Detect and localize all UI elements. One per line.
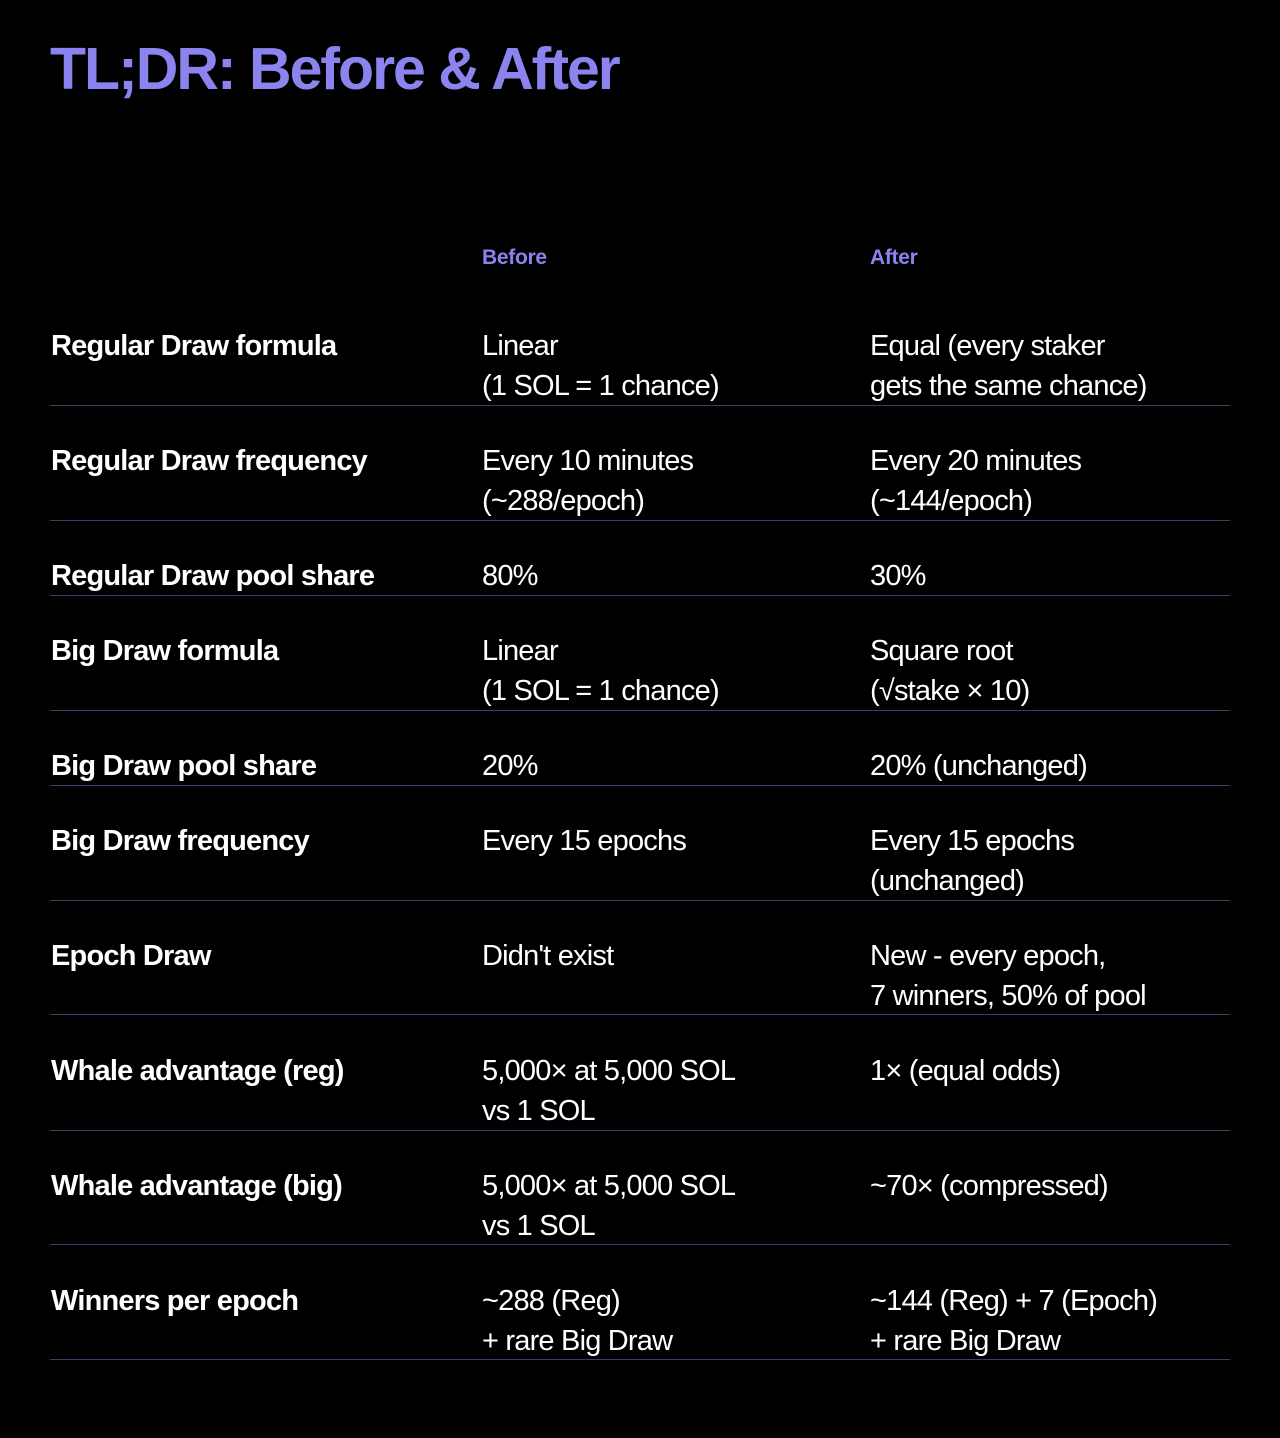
table-row [50,726,1230,786]
row-label: Big Draw frequency [51,825,309,857]
before-value: 5,000× at 5,000 SOL vs 1 SOL [482,1055,736,1127]
table-row [50,611,1230,711]
after-value: Equal (every staker gets the same chance) [870,330,1147,402]
after-value: ~144 (Reg) + 7 (Epoch) + rare Big Draw [870,1285,1158,1357]
table-row [50,801,1230,901]
row-label: Epoch Draw [51,940,211,972]
table-row [50,916,1230,1015]
table-row [50,536,1230,596]
table-row [50,421,1230,521]
row-label: Big Draw pool share [51,750,317,782]
after-value: Square root (√stake × 10) [870,635,1030,707]
before-value: 80% [482,560,538,592]
row-label: Big Draw formula [51,635,279,667]
after-value: 20% (unchanged) [870,750,1087,782]
row-label: Regular Draw pool share [51,560,375,592]
table-row [50,1146,1230,1245]
before-value: Didn't exist [482,940,614,972]
after-value: New - every epoch, 7 winners, 50% of pool [870,940,1146,1012]
after-value: Every 20 minutes (~144/epoch) [870,445,1082,517]
table-row [50,1261,1230,1360]
row-label: Whale advantage (big) [51,1170,342,1202]
table-row [50,1031,1230,1131]
column-header-before: Before [482,246,547,269]
before-value: 20% [482,750,538,782]
before-value: Every 10 minutes (~288/epoch) [482,445,694,517]
after-value: 1× (equal odds) [870,1055,1061,1087]
column-header-after: After [870,246,918,269]
before-value: ~288 (Reg) + rare Big Draw [482,1285,673,1357]
row-label: Regular Draw formula [51,330,337,362]
before-value: Linear (1 SOL = 1 chance) [482,635,719,707]
before-value: Every 15 epochs [482,825,687,857]
after-value: 30% [870,560,926,592]
row-label: Regular Draw frequency [51,445,367,477]
table-row [50,306,1230,406]
after-value: ~70× (compressed) [870,1170,1108,1202]
row-label: Whale advantage (reg) [51,1055,344,1087]
row-label: Winners per epoch [51,1285,299,1317]
after-value: Every 15 epochs (unchanged) [870,825,1075,897]
before-value: 5,000× at 5,000 SOL vs 1 SOL [482,1170,736,1242]
before-value: Linear (1 SOL = 1 chance) [482,330,719,402]
page-title: TL;DR: Before & After [50,36,619,102]
